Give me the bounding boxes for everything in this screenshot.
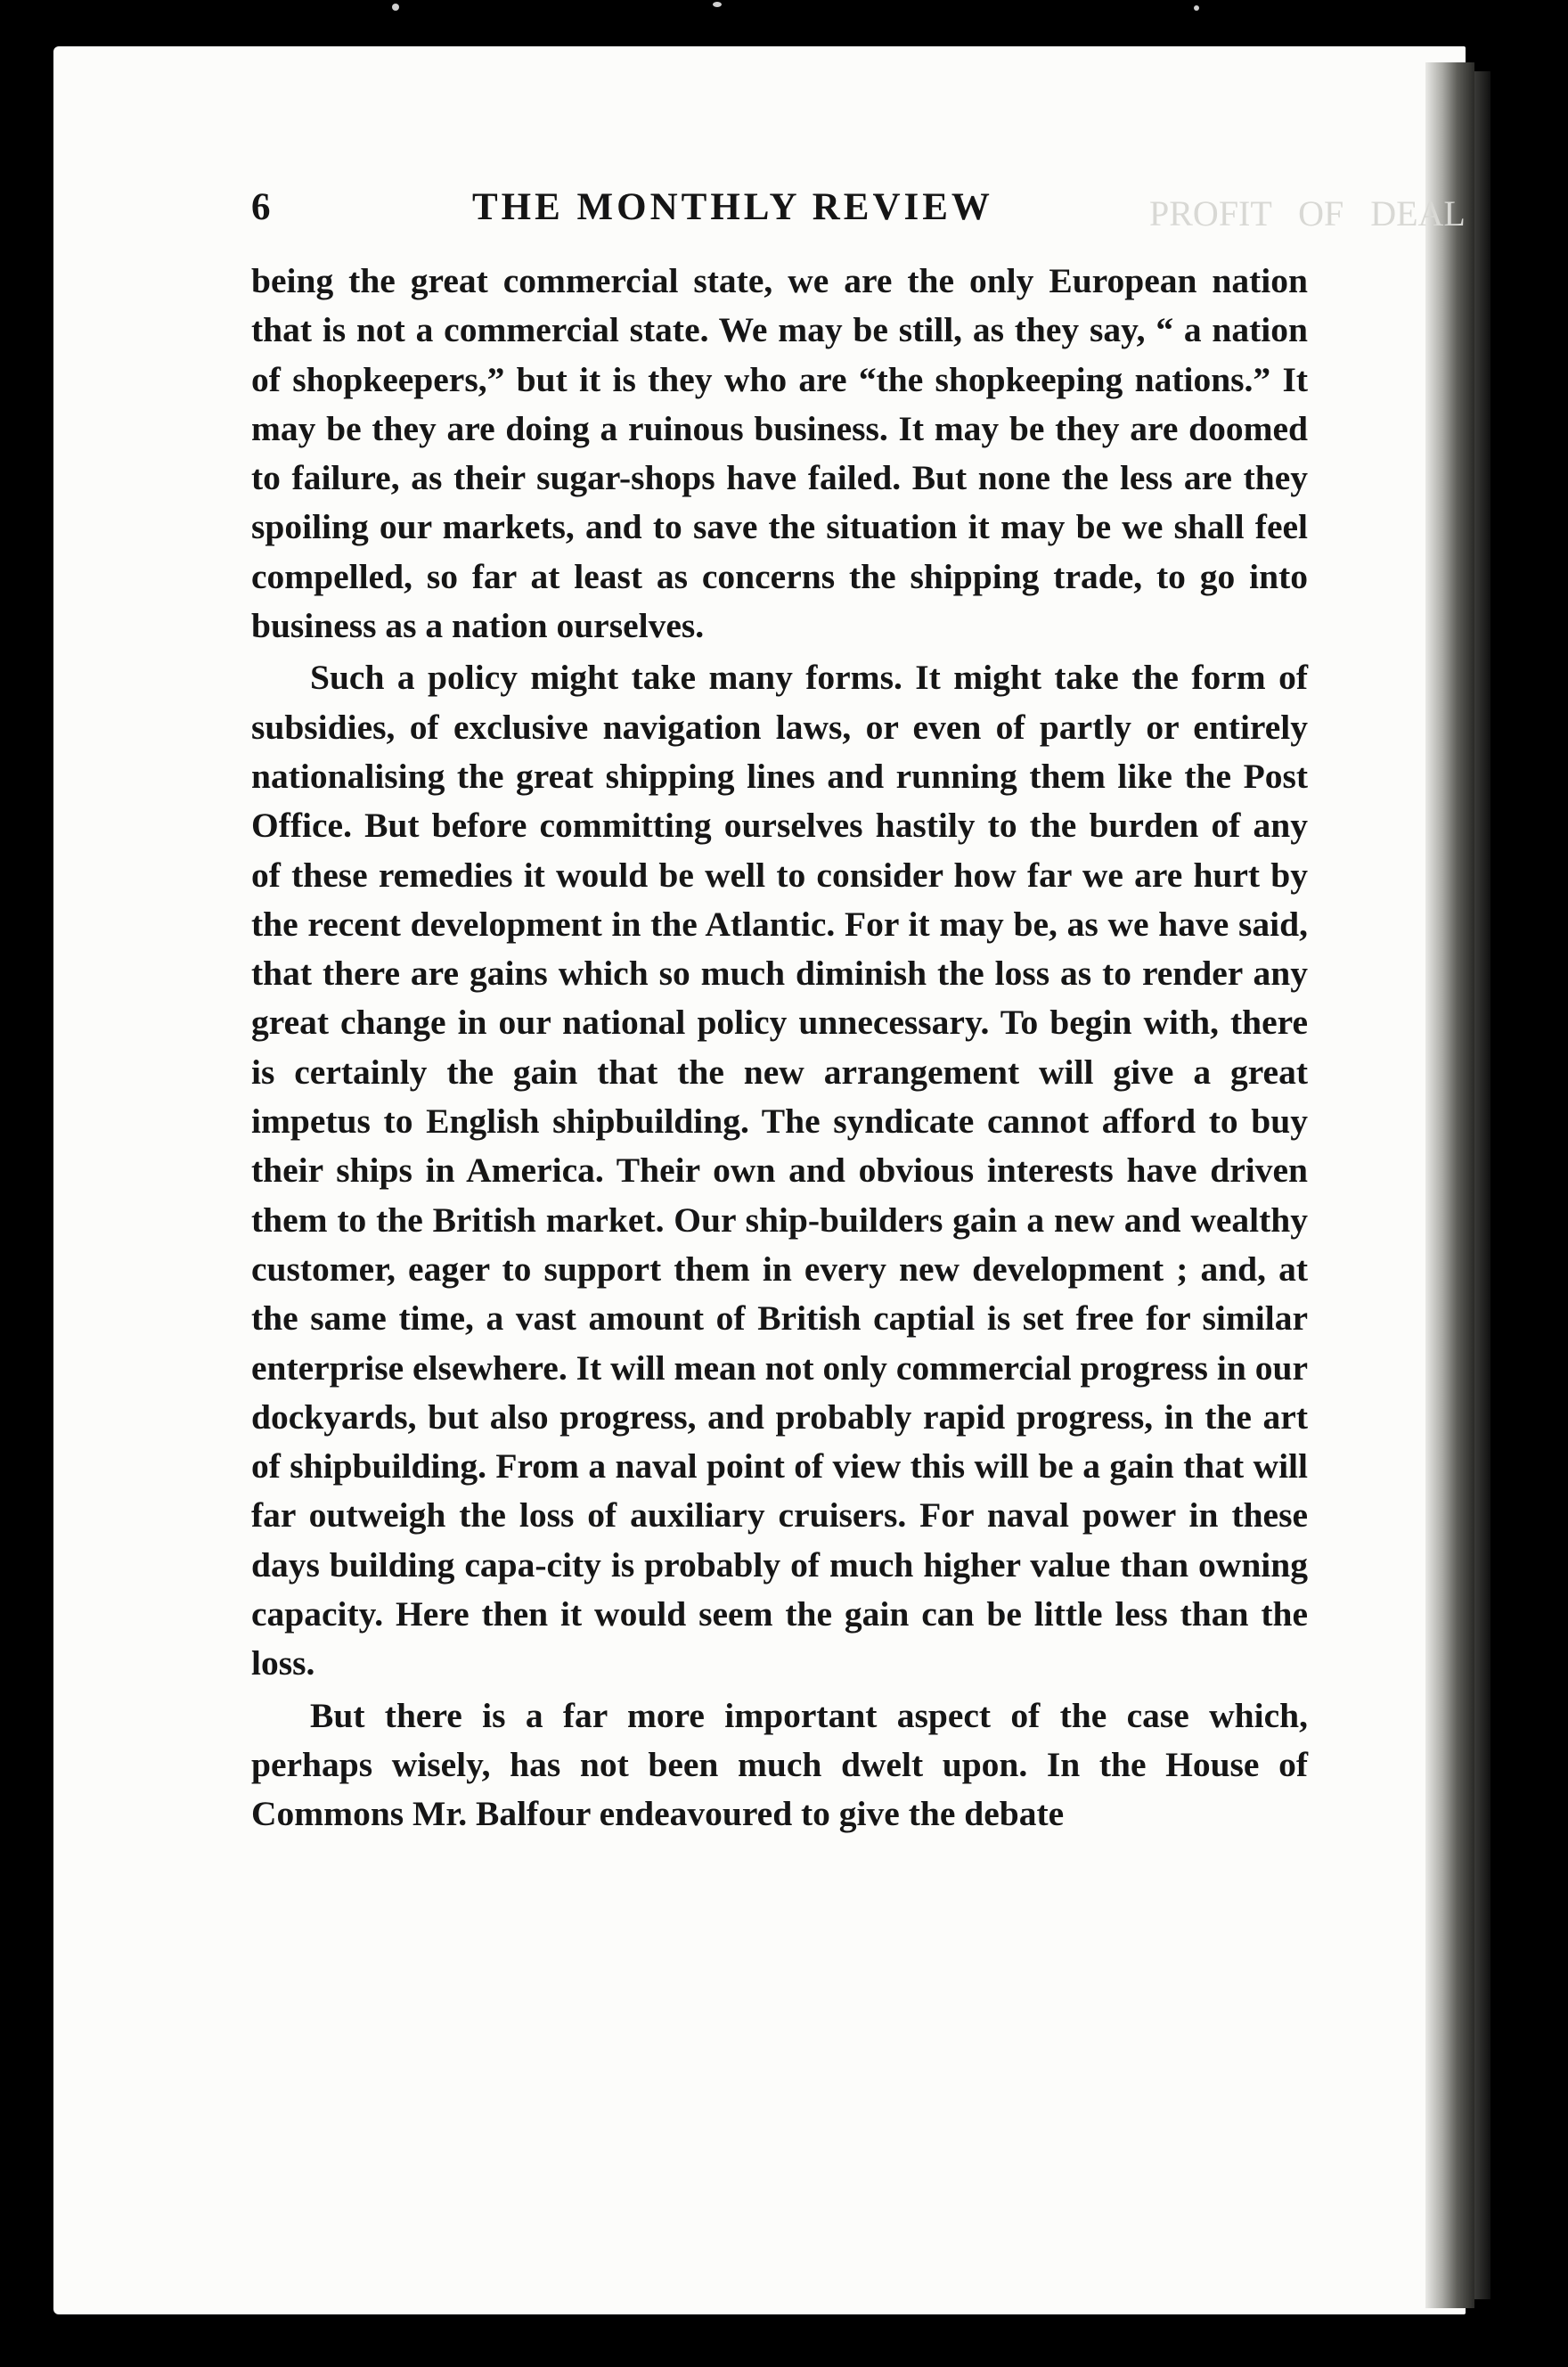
page-number: 6	[251, 186, 271, 228]
paragraph: being the great commercial state, we are the only European nation that is not a commercial state. We may be still, as they say, “ a nation of shopkeepers,” but it is they who are “the shopkeeping nations.” It may be they are doing a ruinous business. It may be they are doomed to failure, as their sugar-shops have failed. But none the less are they spoiling our markets, and to save the situation it may be we shall feel compelled, so far at least as concerns the shipping trade, to go into business as a nation ourselves.	[251, 261, 1308, 646]
page-edge-gradient	[1425, 62, 1474, 2308]
scan-speck	[1194, 5, 1199, 11]
body-text	[251, 257, 1308, 1839]
running-title: THE MONTHLY REVIEW	[472, 186, 993, 228]
scan-speck	[713, 2, 722, 7]
book-spine-shadow	[1474, 71, 1490, 2299]
page-header	[251, 185, 1311, 248]
paragraph: Such a policy might take many forms. It might take the form of subsidies, of exclusive navigation laws, or even of partly or entirely nationalising the great shipping lines and running them like the Post Office. But before committing ourselves hastily to the burden of any of these remedies it would be well to consider how far we are hurt by the recent development in the Atlantic. For it may be, as we have said, that there are gains which so much diminish the loss as to render any great change in our national policy unnecessary. To begin with, there is certainly the gain that the new arrangement will give a great impetus to English shipbuilding. The syndicate cannot afford to buy their ships in America. Their own and obvious interests have driven them to the British market. Our ship-builders gain a new and wealthy customer, eager to support them in every new development ; and, at the same time, a vast amount of British captial is set free for similar enterprise elsewhere. It will mean not only commercial progress in our dockyards, but also progress, and probably rapid progress, in the art of shipbuilding. From a naval point of view this will be a gain that will far outweigh the loss of auxiliary cruisers. For naval power in these days building capa-city is probably of much higher value than owning capacity. Here then it would seem the gain can be little less than the loss.	[251, 658, 1308, 1683]
paragraph: But there is a far more important aspect of the case which, perhaps wisely, has not been much dwelt upon. In the House of Commons Mr. Balfour endeavoured to give the debate	[251, 1695, 1308, 1834]
show-through-text: PROFIT OF DEAL	[1149, 193, 1466, 233]
scan-speck	[392, 4, 399, 11]
